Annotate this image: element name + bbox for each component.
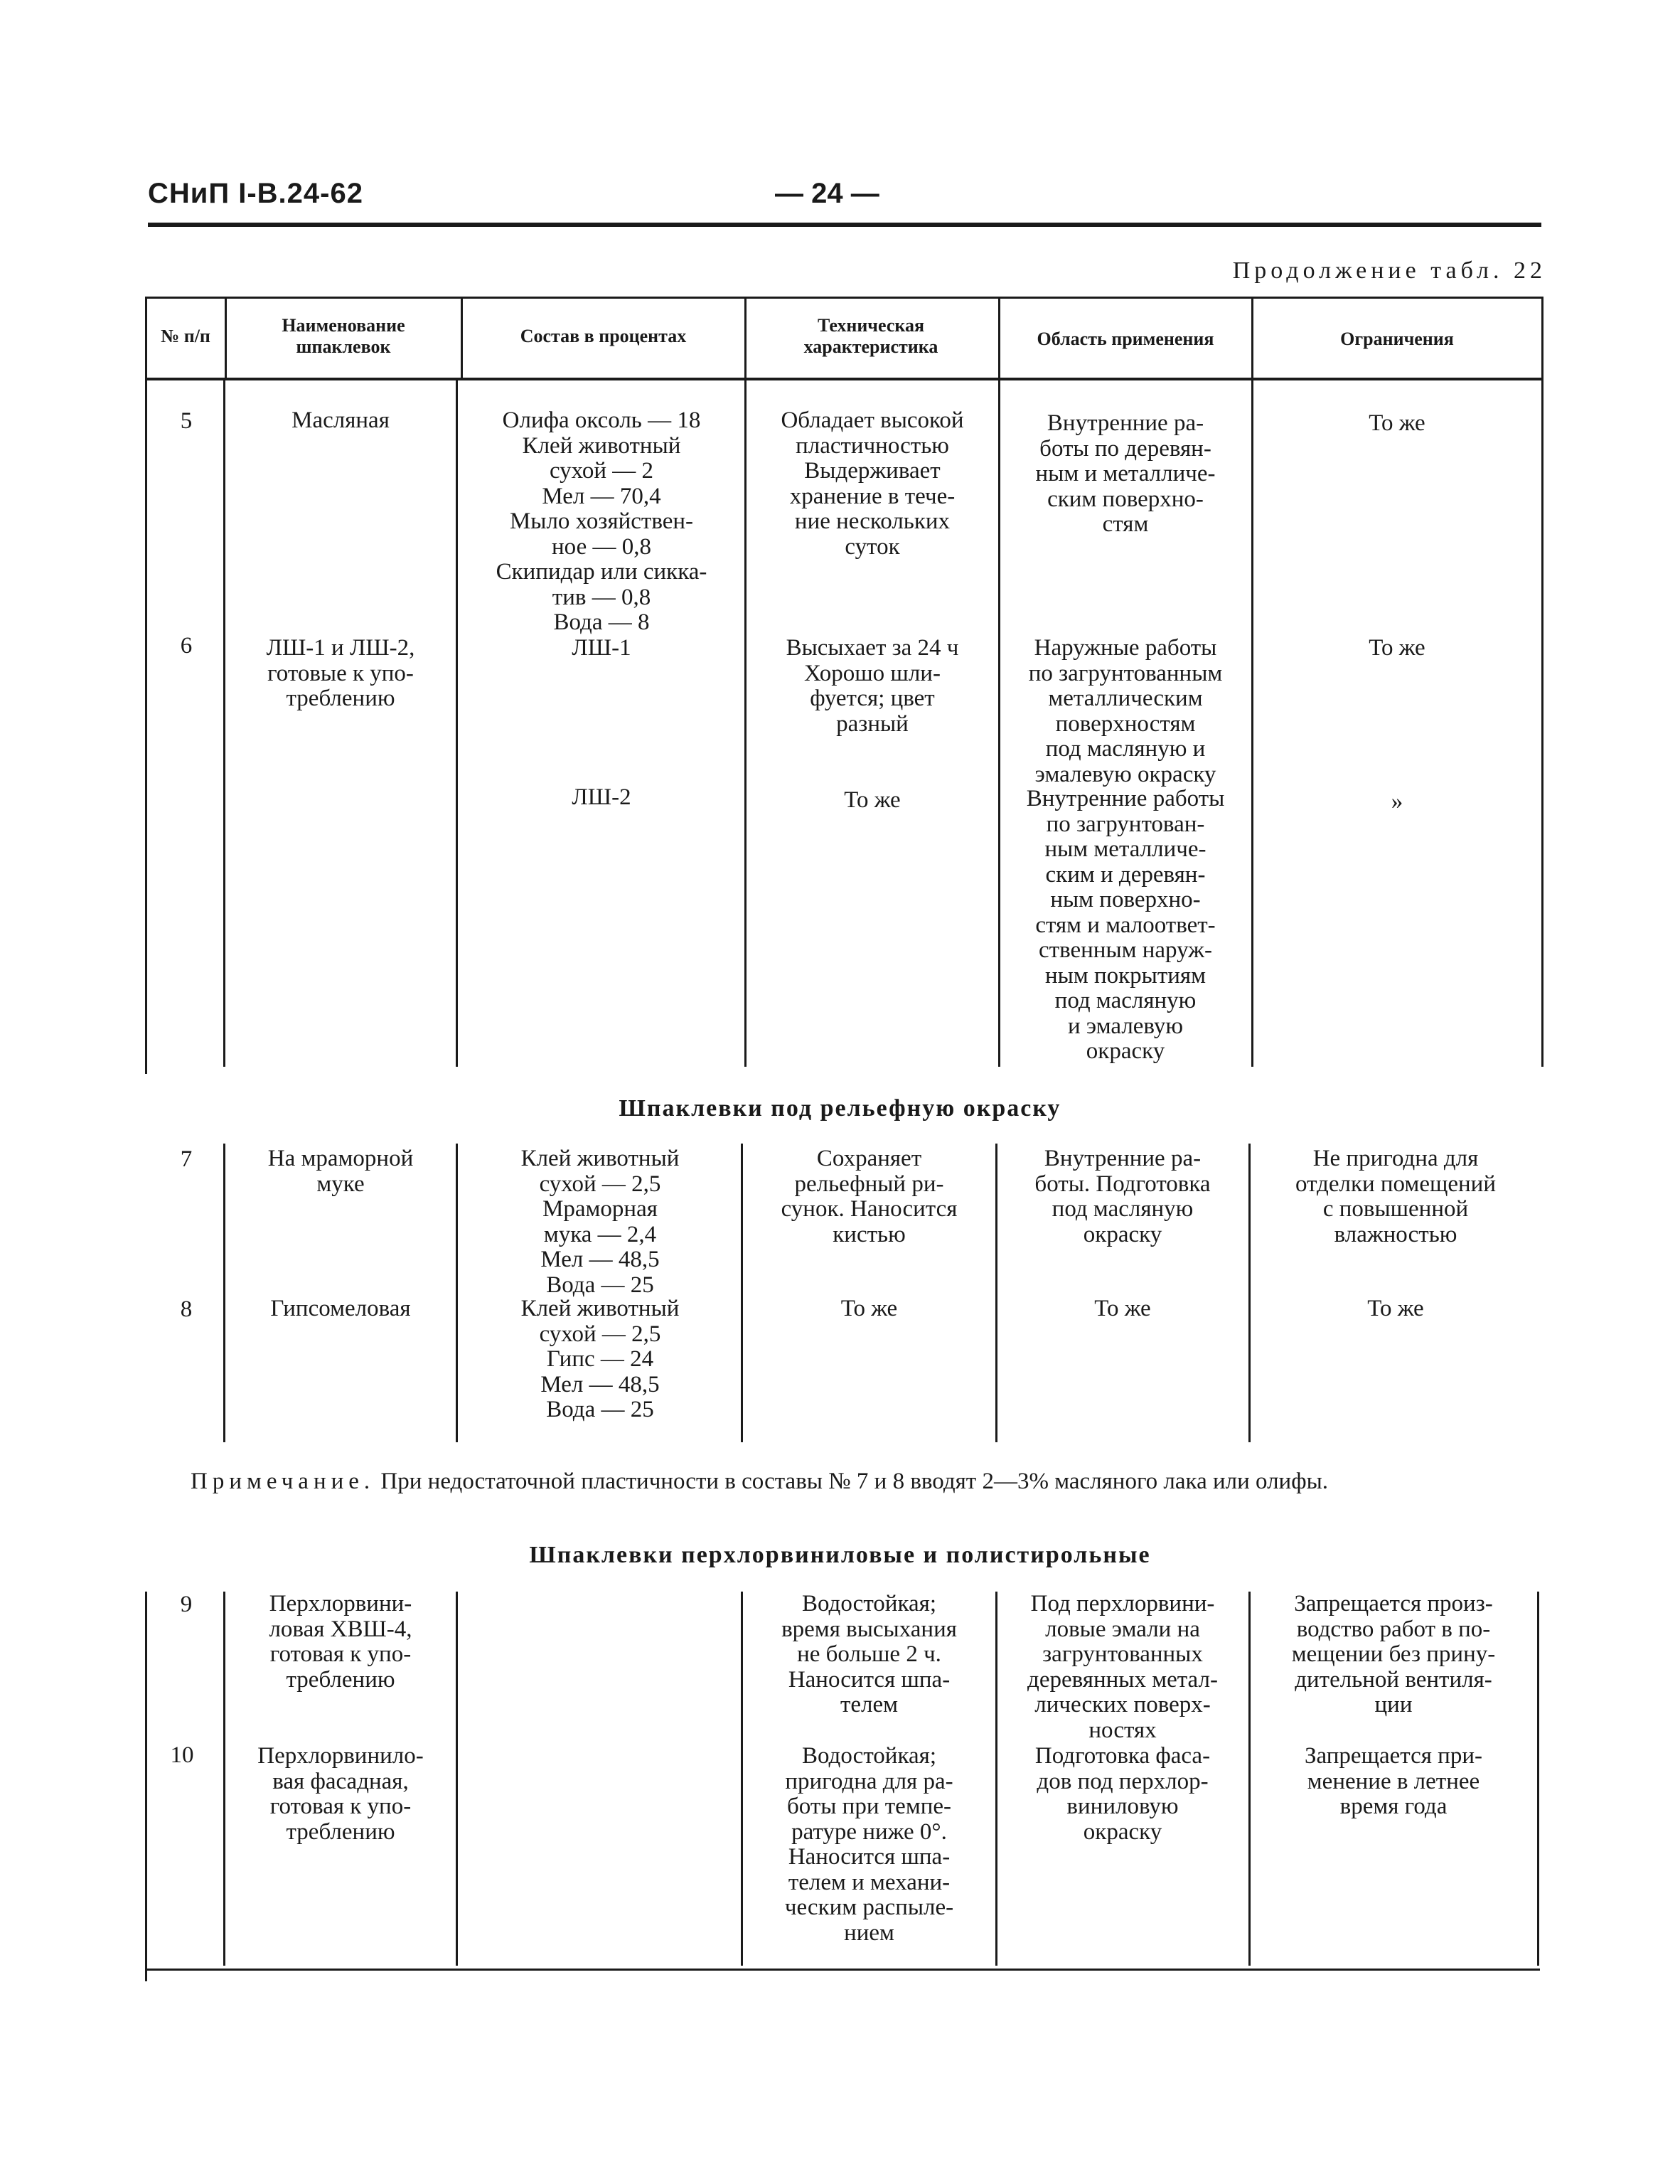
putty-name: Масляная [291, 407, 390, 433]
composition: Клей животный сухой — 2,5 Мраморная мука — 2,4 Мел — 48,5 Вода — 25 [520, 1146, 680, 1298]
technical-characteristic: Сохраняет рельефный ри- сунок. Наносится кистью [781, 1146, 958, 1247]
putty-name: Гипсомеловая [270, 1296, 411, 1321]
header-col-divider [225, 297, 227, 380]
section-heading: Шпаклевки под рельефную окраску [619, 1095, 1061, 1122]
technical-characteristic: То же [844, 787, 901, 813]
table-continuation-label: Продолжение табл. 22 [1232, 257, 1546, 284]
limitations: » [1391, 789, 1403, 814]
column-header-tech: Техническая характеристика [803, 315, 938, 357]
row-number: 6 [180, 633, 193, 659]
table-note [191, 1468, 1527, 1495]
column-header-composition: Состав в процентах [520, 326, 687, 346]
col-divider [223, 380, 225, 1067]
column-header-number: № п/п [161, 326, 210, 346]
technical-characteristic: Высыхает за 24 ч Хорошо шли- фуется; цвет разный [786, 635, 959, 737]
col-divider [1251, 380, 1253, 1067]
row-number: 8 [180, 1296, 193, 1322]
putty-name: На мраморной муке [267, 1146, 414, 1197]
document-code: СНиП I-В.24-62 [148, 178, 363, 209]
col-divider [1537, 1592, 1539, 1966]
application-area: Наружные работы по загрунтованным металлическим поверхностям под масляную и эмалевую окраску [1028, 635, 1223, 787]
application-area: Подготовка фаса- дов под перхлор- виниловую окраску [1034, 1743, 1211, 1845]
header-col-divider [1541, 297, 1543, 380]
limitations: Не пригодна для отделки помещений с повышенной влажностью [1295, 1146, 1496, 1247]
application-area: Под перхлорвини- ловые эмали на загрунтованных деревянных метал- лических поверх- ностях [1027, 1591, 1218, 1743]
page-number: — 24 — [775, 178, 879, 209]
row-number: 7 [180, 1146, 193, 1172]
technical-characteristic: То же [840, 1296, 898, 1321]
technical-characteristic: Обладает высокой пластичностью Выдерживает хранение в тече- ние нескольких суток [781, 407, 964, 560]
limitations: То же [1367, 1296, 1424, 1321]
application-area: То же [1094, 1296, 1151, 1321]
limitations: Запрещается при- менение в летнее время года [1305, 1743, 1482, 1819]
limitations: То же [1369, 635, 1425, 661]
row-number: 10 [170, 1742, 194, 1768]
table-bottom-border [145, 1969, 1540, 1971]
note-text: При недостаточной пластичности в составы № 7 и 8 вводят 2—3% масляного лака или олифы. [380, 1469, 1329, 1494]
col-divider [1541, 380, 1543, 1067]
header-rule [148, 223, 1541, 227]
col-divider [456, 380, 458, 1067]
composition: Клей животный сухой — 2,5 Гипс — 24 Мел — 48,5 Вода — 25 [520, 1296, 680, 1422]
table-header-bottom-border [145, 378, 1543, 380]
section-heading: Шпаклевки перхлорвиниловые и полистирольные [529, 1542, 1151, 1568]
column-header-name: Наименование шпаклевок [282, 315, 405, 357]
composition: ЛШ-1 [572, 635, 631, 661]
row-number: 5 [180, 408, 193, 434]
note-label: Примечание. [191, 1469, 375, 1494]
technical-characteristic: Водостойкая; время высыхания не больше 2 ч. Наносится шпа- телем [781, 1591, 957, 1717]
col-divider [145, 380, 147, 1074]
header-col-divider [744, 297, 747, 380]
column-header-area: Область применения [1037, 329, 1214, 349]
putty-name: Перхлорвини- ловая ХВШ-4, готовая к упо- треблению [269, 1591, 412, 1693]
composition: Олифа оксоль — 18 Клей животный сухой — 2 Мел — 70,4 Мыло хозяйствен- ное — 0,8 Скипидар или сикка- тив — 0,8 Вода — 8 [496, 407, 707, 635]
row-number: 9 [180, 1592, 193, 1617]
application-area: Внутренние ра- боты по деревян- ным и металличе- ским поверхно- стям [1035, 410, 1216, 537]
limitations: Запрещается произ- водство работ в по- мещении без прину- дительной вентиля- ции [1291, 1591, 1496, 1717]
col-divider [145, 1592, 147, 1981]
column-header-limits: Ограничения [1340, 329, 1454, 349]
application-area: Внутренние работы по загрунтован- ным металличе- ским и деревян- ным поверхно- стям и малоответ- ственным наруж- ным покрытиям под масляную и эмалевую окраску [1026, 786, 1225, 1064]
limitations: То же [1369, 410, 1425, 436]
composition: ЛШ-2 [572, 784, 631, 810]
putty-name: ЛШ-1 и ЛШ-2, готовые к упо- треблению [266, 635, 415, 711]
technical-characteristic: Водостойкая; пригодна для ра- боты при темпе- ратуре ниже 0°. Наносится шпа- телем и механи- ческим распыле- нием [784, 1743, 954, 1946]
putty-name: Перхлорвинило- вая фасадная, готовая к упо- треблению [257, 1743, 424, 1845]
table-top-border [145, 297, 1543, 299]
application-area: Внутренние ра- боты. Подготовка под масляную окраску [1034, 1146, 1211, 1247]
